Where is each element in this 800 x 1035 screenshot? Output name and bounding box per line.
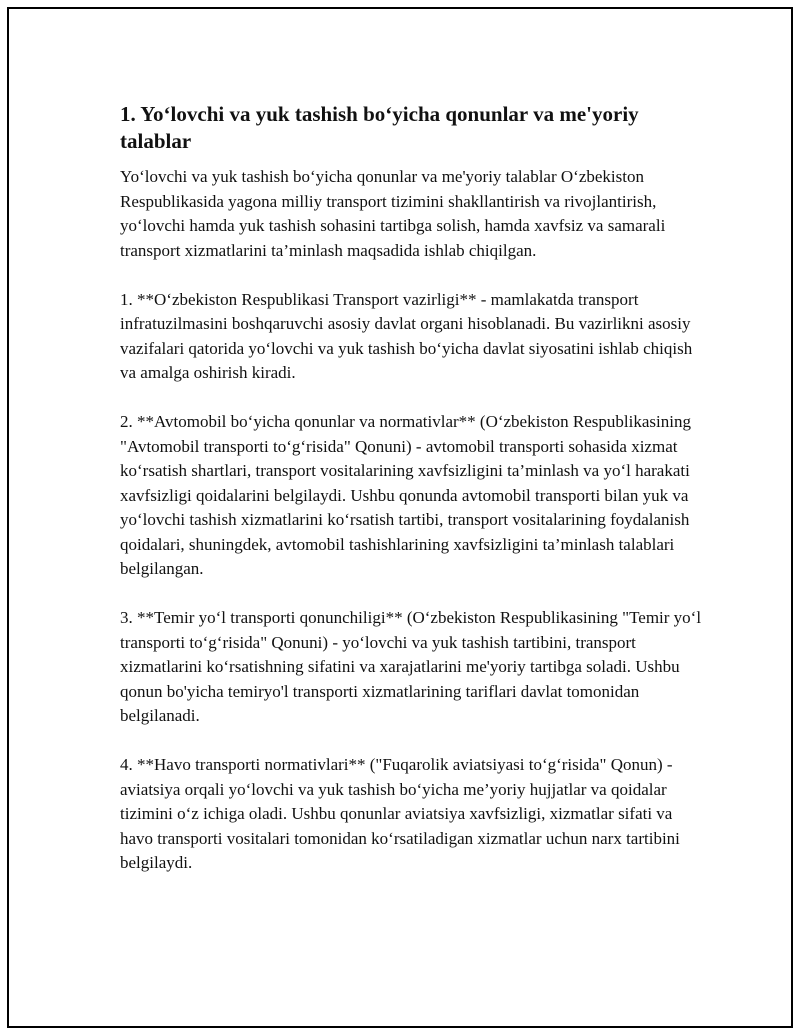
paragraph-automobile-law: 2. **Avtomobil bo‘yicha qonunlar va normativlar** (O‘zbekiston Respublikasining "Avtomobil transporti to‘g‘risida" Qonuni) - avtomobil transporti sohasida xizmat ko‘rsatish shartlari, transport vositalarining xavfsizligini ta’minlash va yo‘l harakati xavfsizligi qoidalarini belgilaydi. Ushbu qonunda avtomobil transporti bilan yuk va yo‘lovchi tashish xizmatlarini ko‘rsatish tartibi, transport vositalarining foydalanish qoidalari, shuningdek, avtomobil tashishlarining xavfsizligini ta’minlash talablari belgilangan.: [120, 412, 691, 578]
section-title: 1. Yo‘lovchi va yuk tashish bo‘yicha qonunlar va me'yoriy talablar: [120, 102, 639, 153]
paragraph-air-transport: 4. **Havo transporti normativlari** ("Fuqarolik aviatsiyasi to‘g‘risida" Qonun) - aviatsiya orqali yo‘lovchi va yuk tashish bo‘yicha me’yoriy hujjatlar va qoidalar tizimini o‘z ichiga oladi. Ushbu qonunlar aviatsiya xavfsizligi, xizmatlar sifati va havo transporti vositalari tomonidan ko‘rsatiladigan xizmatlar uchun narx tartibini belgilaydi.: [120, 755, 680, 872]
paragraph-transport-ministry: 1. **O‘zbekiston Respublikasi Transport vazirligi** - mamlakatda transport infratuzilmasini boshqaruvchi asosiy davlat organi hisoblanadi. Bu vazirlikni asosiy vazifalari qatorida yo‘lovchi va yuk tashish bo‘yicha davlat siyosatini ishlab chiqish va amalga oshirish kiradi.: [120, 289, 693, 382]
intro-paragraph: Yo‘lovchi va yuk tashish bo‘yicha qonunlar va me'yoriy talablar O‘zbekiston Respublikasida yagona milliy transport tizimini shakllantirish va rivojlantirish, yo‘lovchi hamda yuk tashish sohasini tartibga solish, hamda xavfsiz va samarali transport xizmatlarini ta’minlash maqsadida ishlab chiqilgan.: [120, 167, 666, 260]
document-body: [120, 101, 705, 876]
document-page: [7, 7, 793, 1028]
paragraph-railway-law: 3. **Temir yo‘l transporti qonunchiligi** (O‘zbekiston Respublikasining "Temir yo‘l transporti to‘g‘risida" Qonuni) - yo‘lovchi va yuk tashish tartibini, transport xizmatlarini ko‘rsatishning sifatini va xarajatlarini me'yoriy tartibga soladi. Ushbu qonun bo'yicha temiryo'l transporti xizmatlarining tariflari davlat tomonidan belgilanadi.: [120, 608, 702, 725]
